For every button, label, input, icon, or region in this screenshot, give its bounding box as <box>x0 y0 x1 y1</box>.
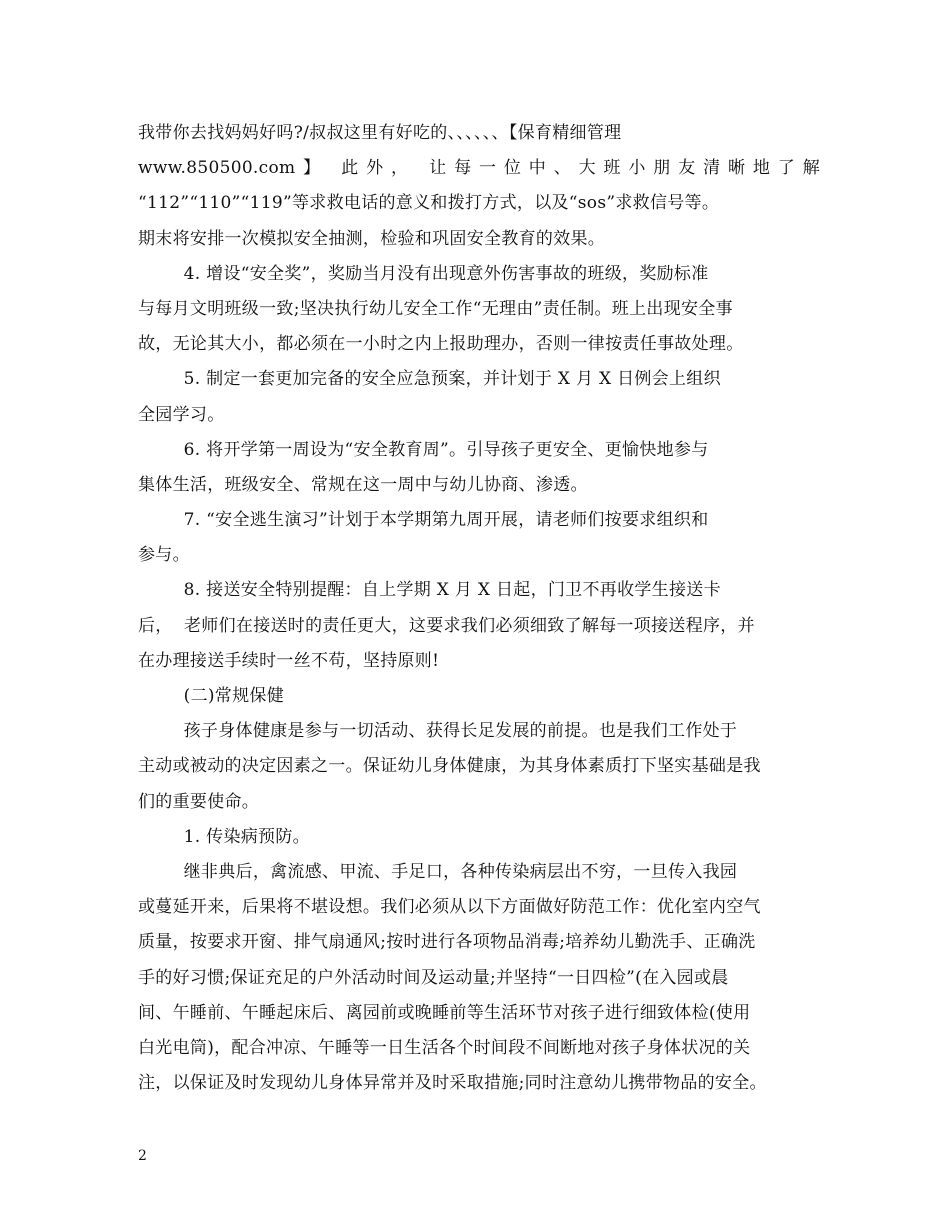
text-line: 或蔓延开来，后果将不堪设想。我们必须从以下方面做好防范工作：优化室内空气 <box>138 897 761 918</box>
section-heading: (二)常规保健 <box>138 686 284 706</box>
text-line: www.850500.com】 此外， 让每一位中、大班小朋友清晰地了解 <box>138 158 820 179</box>
text-line: 8. 接送安全特别提醒：自上学期 X 月 X 日起，门卫不再收学生接送卡 <box>138 580 721 601</box>
text-line: 参与。 <box>138 545 190 566</box>
text-line: 我带你去找妈妈好吗?/叔叔这里有好吃的、、、、、、【保育精细管理 <box>138 123 622 143</box>
page-number: 2 <box>138 1148 147 1164</box>
text-line: 孩子身体健康是参与一切活动、获得长足发展的前提。也是我们工作处于 <box>138 721 738 742</box>
text-line: 主动或被动的决定因素之一。保证幼儿身体健康，为其身体素质打下坚实基础是我 <box>138 756 761 777</box>
text-line: 质量，按要求开窗、排气扇通风;按时进行各项物品消毒;培养幼儿勤洗手、正确洗 <box>138 932 756 953</box>
text-line: 6. 将开学第一周设为“安全教育周”。引导孩子更安全、更愉快地参与 <box>138 439 709 460</box>
text-line: 5. 制定一套更加完备的安全应急预案，并计划于 X 月 X 日例会上组织 <box>138 369 721 390</box>
subsection-heading: 1. 传染病预防。 <box>138 826 310 847</box>
text-line: 故，无论其大小，都必须在一小时之内上报助理办，否则一律按责任事故处理。 <box>138 334 744 355</box>
text-line: 全园学习。 <box>138 404 225 425</box>
text-line: 间、午睡前、午睡起床后、离园前或晚睡前等生活环节对孩子进行细致体检(使用 <box>138 1002 751 1023</box>
text-line: 与每月文明班级一致;坚决执行幼儿安全工作“无理由”责任制。班上出现安全事 <box>138 298 733 319</box>
text-line: 手的好习惯;保证充足的户外活动时间及运动量;并坚持“一日四检”(在入园或晨 <box>138 967 729 988</box>
body-text <box>138 116 820 1101</box>
text-line: 在办理接送手续时一丝不苟，坚持原则! <box>138 650 440 671</box>
text-line: “112”“110”“119”等求救电话的意义和拨打方式，以及“sos”求救信号等。 <box>138 193 720 214</box>
text-line: 4. 增设“安全奖”，奖励当月没有出现意外伤害事故的班级，奖励标准 <box>138 263 709 284</box>
text-line: 注，以保证及时发现幼儿身体异常并及时采取措施;同时注意幼儿携带物品的安全。 <box>138 1073 767 1094</box>
text-line: 集体生活，班级安全、常规在这一周中与幼儿协商、渗透。 <box>138 474 588 495</box>
text-line: 期末将安排一次模拟安全抽测，检验和巩固安全教育的效果。 <box>138 228 606 249</box>
text-line: 继非典后，禽流感、甲流、手足口，各种传染病层出不穷，一旦传入我园 <box>138 861 738 882</box>
text-line: 们的重要使命。 <box>138 791 260 812</box>
text-line: 白光电筒)，配合冲凉、午睡等一日生活各个时间段不间断地对孩子身体状况的关 <box>138 1037 751 1058</box>
text-line: 7. “安全逃生演习”计划于本学期第九周开展，请老师们按要求组织和 <box>138 510 709 531</box>
text-line: 后， 老师们在接送时的责任更大，这要求我们必须细致了解每一项接送程序，并 <box>138 615 755 636</box>
